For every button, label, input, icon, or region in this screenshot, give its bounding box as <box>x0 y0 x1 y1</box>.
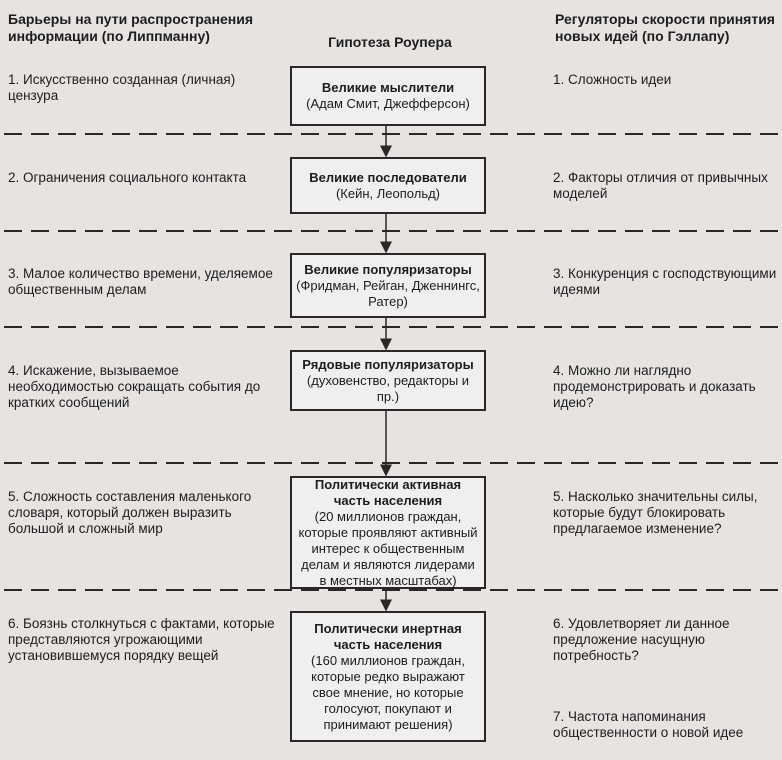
box-body: (160 миллионов граждан, которые редко выражают свое мнение, но которые голосуют, покупают и принимают решения) <box>311 652 465 732</box>
regulator-item-5: 5. Насколько значительны силы, которые будут блокировать предлагаемое изменение? <box>553 489 758 536</box>
box-title: Рядовые популяризаторы <box>302 356 474 372</box>
barrier-item-4: 4. Искажение, вызываемое необходимостью сокращать события до кратких сообщений <box>8 363 261 410</box>
regulator-item-1: 1. Сложность идеи <box>553 72 672 87</box>
barrier-item-5: 5. Сложность составления маленького словаря, который должен выразить большой и сложный мир <box>8 489 252 536</box>
box-body: (Кейн, Леопольд) <box>335 185 441 201</box>
box-title: Великие мыслители <box>321 80 455 95</box>
regulator-item-4: 4. Можно ли наглядно продемонстрировать и доказать идею? <box>553 363 756 410</box>
regulator-item-3: 3. Конкуренция с господствующими идеями <box>553 266 777 297</box>
flow-box-active-population <box>290 476 486 589</box>
right-column-header: Регуляторы скорости принятия новых идей (по Гэллапу) <box>555 11 775 44</box>
box-title: Политически инертная часть населения <box>314 620 462 652</box>
barrier-item-6: 6. Боязнь столкнуться с фактами, которые представляются угрожающими установившемуся порядку вещей <box>8 616 275 663</box>
box-title: Великие популяризаторы <box>304 261 472 277</box>
regulator-item-6: 6. Удовлетворяет ли данное предложение насущную потребность? <box>553 616 730 663</box>
barrier-item-1: 1. Искусственно созданная (личная) цензура <box>8 72 236 103</box>
box-title: Великие последователи <box>309 169 467 185</box>
flow-box-great-thinkers <box>290 66 486 126</box>
flow-box-great-popularizers <box>290 253 486 318</box>
box-body: (Адам Смит, Джефферсон) <box>306 96 470 111</box>
center-column-header: Гипотеза Роупера <box>328 34 452 50</box>
regulator-item-7: 7. Частота напоминания общественности о новой идее <box>553 709 744 740</box>
flow-box-inert-population <box>290 611 486 742</box>
box-body: (Фридман, Рейган, Дженнингс, Ратер) <box>296 277 480 309</box>
box-title: Политически активная часть населения <box>314 476 462 508</box>
box-body: (20 миллионов граждан, которые проявляют активный интерес к общественным делам и являются лидерами в местных масштабах) <box>298 508 478 588</box>
left-column-header: Барьеры на пути распространения информации (по Липпманну) <box>8 11 254 44</box>
barrier-item-3: 3. Малое количество времени, уделяемое общественным делам <box>8 266 273 297</box>
barrier-item-2: 2. Ограничения социального контакта <box>8 170 247 185</box>
flow-box-ordinary-popularizers <box>290 350 486 411</box>
flow-box-great-followers <box>290 157 486 214</box>
box-body: (духовенство, редакторы и пр.) <box>306 372 470 404</box>
regulator-item-2: 2. Факторы отличия от привычных моделей <box>553 170 768 201</box>
